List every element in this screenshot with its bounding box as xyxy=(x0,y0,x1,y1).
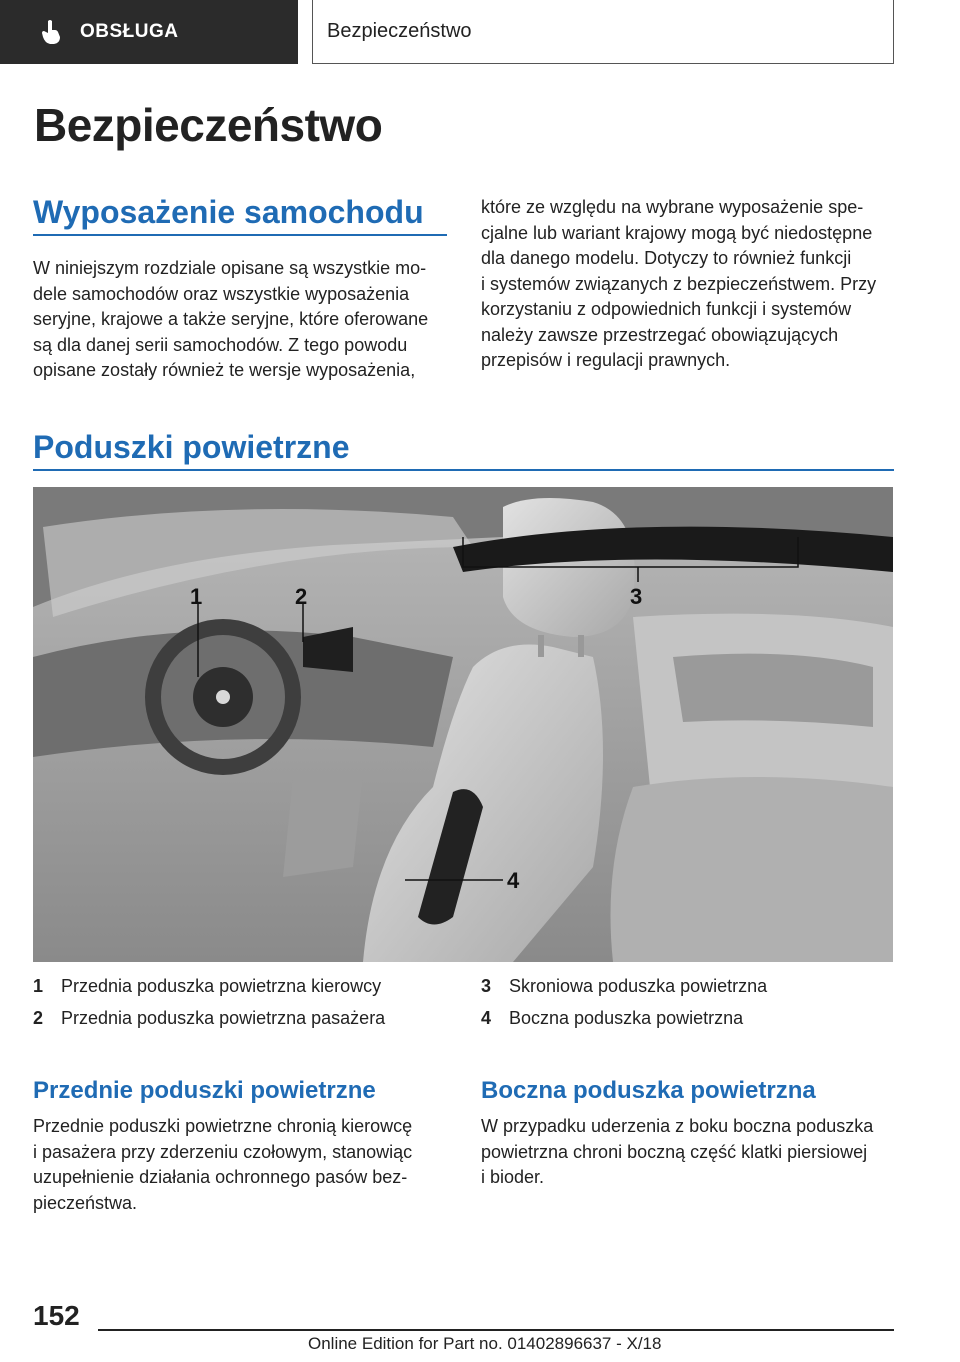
legend-item xyxy=(481,976,767,1008)
legend-number: 3 xyxy=(481,976,492,996)
legend-text: Boczna poduszka powietrzna xyxy=(509,1008,744,1028)
footer-rule xyxy=(98,1329,894,1331)
section-rule xyxy=(33,469,894,471)
legend-number: 2 xyxy=(33,1008,44,1028)
edition-note: Online Edition for Part no. 01402896637 - X/18 xyxy=(308,1334,662,1353)
front-airbags-text xyxy=(33,1114,412,1216)
section-heading-airbags: Poduszki powietrzne xyxy=(33,429,350,465)
text-line: W przypadku uderzenia z boku boczna poduszka xyxy=(481,1116,874,1136)
section-rule xyxy=(33,234,447,236)
callout-3: 3 xyxy=(630,584,643,609)
section-label: OBSŁUGA xyxy=(80,21,179,42)
text-line: dele samochodów oraz wszystkie wyposażenia xyxy=(33,283,410,304)
figure-legend-left xyxy=(33,976,385,1040)
callout-1: 1 xyxy=(190,584,203,609)
page-number: 152 xyxy=(33,1300,80,1331)
legend-text: Skroniowa poduszka powietrzna xyxy=(509,976,768,996)
car-interior-drawing xyxy=(33,487,893,962)
hand-pointer-icon xyxy=(40,19,62,45)
callout-4: 4 xyxy=(507,868,520,893)
equipment-text-left xyxy=(33,256,428,384)
text-line: opisane zostały również te wersje wyposażenia, xyxy=(33,360,416,380)
text-line: uzupełnienie działania ochronnego pasów bez- xyxy=(33,1167,408,1187)
text-line: są dla danej serii samochodów. Z tego powodu xyxy=(33,334,408,355)
breadcrumb xyxy=(312,0,894,64)
text-line: i bioder. xyxy=(481,1167,545,1187)
section-tab[interactable] xyxy=(0,0,298,64)
text-line: korzystaniu z odpowiednich funkcji i systemów xyxy=(481,299,852,319)
legend-text: Przednia poduszka powietrzna kierowcy xyxy=(61,976,382,996)
legend-number: 4 xyxy=(481,1008,492,1028)
text-line: dla danego modelu. Dotyczy to również funkcji xyxy=(481,248,852,268)
legend-item xyxy=(481,1008,767,1040)
airbag-illustration xyxy=(33,487,893,962)
text-line: W niniejszym rozdziale opisane są wszystkie mo- xyxy=(33,258,427,278)
subheading-side-airbag: Boczna poduszka powietrzna xyxy=(481,1077,816,1104)
text-line: i pasażera przy zderzeniu czołowym, stanowiąc xyxy=(33,1141,413,1162)
page-title: Bezpieczeństwo xyxy=(34,99,383,151)
equipment-text-right xyxy=(481,195,876,374)
text-line: powietrzna chroni boczną część klatki piersiowej xyxy=(481,1141,868,1162)
breadcrumb-label: Bezpieczeństwo xyxy=(327,20,472,42)
text-line: pieczeństwa. xyxy=(33,1192,138,1213)
legend-item xyxy=(33,1008,385,1040)
text-line: które ze względu na wybrane wyposażenie spe- xyxy=(481,197,864,217)
subheading-front-airbags: Przednie poduszki powietrzne xyxy=(33,1077,376,1104)
text-line: przepisów i regulacji prawnych. xyxy=(481,350,731,370)
text-line: należy zawsze przestrzegać obowiązujących xyxy=(481,324,839,345)
text-line: i systemów związanych z bezpieczeństwem. Przy xyxy=(481,273,877,294)
figure-legend-right xyxy=(481,976,767,1040)
text-line: cjalne lub wariant krajowy mogą być niedostępne xyxy=(481,222,873,243)
side-airbag-text xyxy=(481,1114,873,1191)
legend-item xyxy=(33,976,385,1008)
legend-text: Przednia poduszka powietrzna pasażera xyxy=(61,1008,386,1028)
callout-2: 2 xyxy=(295,584,308,609)
text-line: seryjne, krajowe a także seryjne, które oferowane xyxy=(33,309,429,329)
text-line: Przednie poduszki powietrzne chronią kierowcę xyxy=(33,1116,413,1136)
section-heading-equipment: Wyposażenie samochodu xyxy=(33,194,424,230)
legend-number: 1 xyxy=(33,976,44,996)
